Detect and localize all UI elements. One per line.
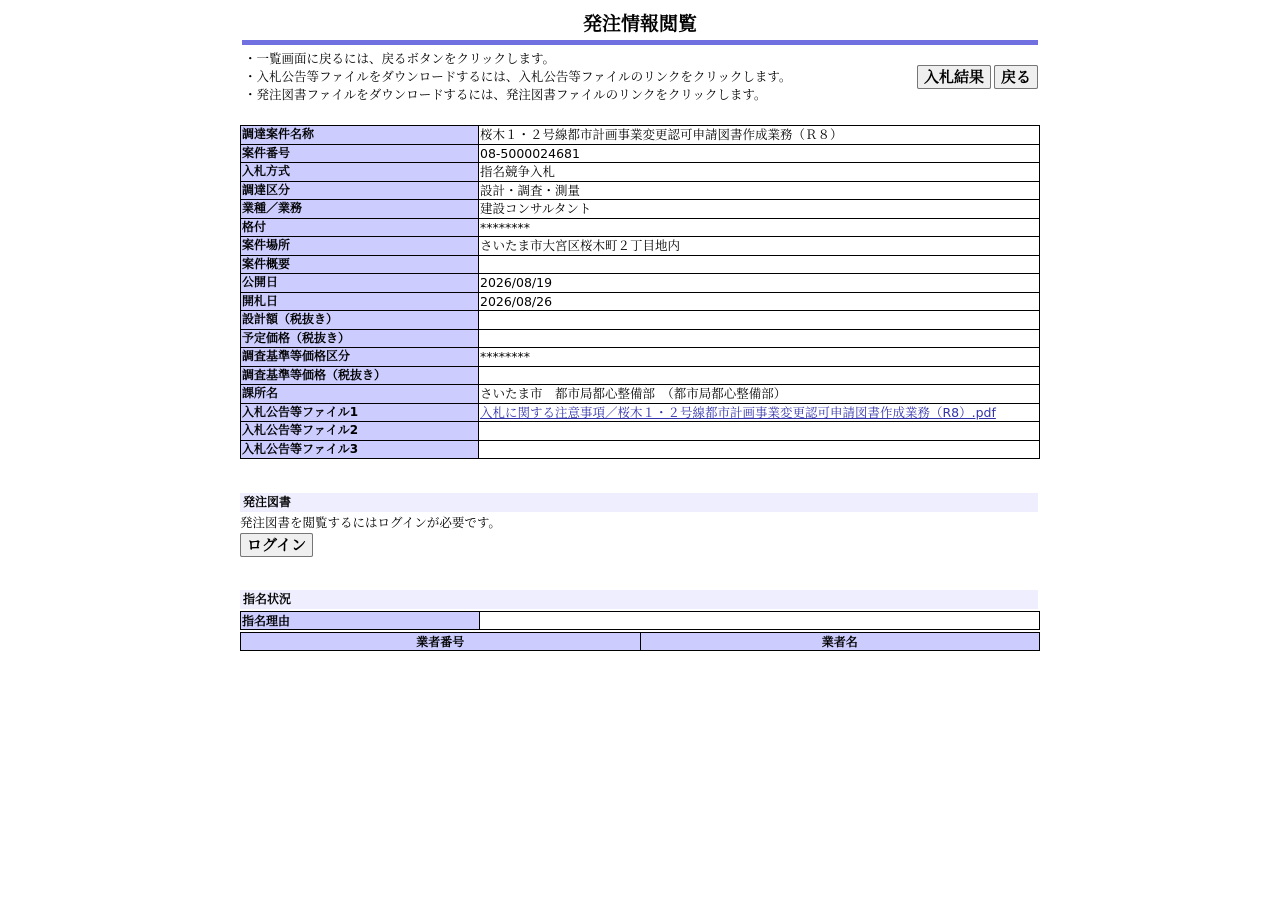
field-label: 案件番号	[241, 144, 479, 163]
top-button-group	[917, 65, 1038, 89]
field-value: 08-5000024681	[479, 144, 1040, 163]
column-header-vendor-number: 業者番号	[241, 633, 641, 651]
field-value: 2026/08/19	[479, 274, 1040, 293]
instructions-area	[240, 45, 1040, 125]
documents-section-header: 発注図書	[240, 493, 1038, 512]
field-label: 公開日	[241, 274, 479, 293]
page-title: 発注情報閲覧	[582, 13, 697, 35]
table-row	[241, 274, 1040, 293]
vendor-table	[240, 632, 1040, 651]
field-label: 案件場所	[241, 237, 479, 256]
field-value: さいたま市 都市局都心整備部 （都市局都心整備部）	[479, 385, 1040, 404]
table-row	[241, 255, 1040, 274]
nomination-reason-table	[240, 611, 1040, 630]
login-required-note: 発注図書を閲覧するにはログインが必要です。	[240, 515, 501, 530]
field-label: 業種／業務	[241, 200, 479, 219]
column-header-vendor-name: 業者名	[640, 633, 1040, 651]
field-value: 桜木１・２号線都市計画事業変更認可申請図書作成業務（Ｒ８）	[479, 126, 1040, 145]
login-button[interactable]: ログイン	[240, 533, 313, 557]
table-row	[241, 200, 1040, 219]
field-label: 指名理由	[241, 612, 480, 630]
table-header-row	[241, 633, 1040, 651]
field-label: 調達区分	[241, 181, 479, 200]
bid-result-button[interactable]: 入札結果	[917, 65, 991, 89]
field-label: 格付	[241, 218, 479, 237]
table-row	[241, 385, 1040, 404]
field-value	[479, 440, 1040, 459]
instruction-item-document-file: ・発注図書ファイルをダウンロードするには、発注図書ファイルのリンクをクリックします。	[244, 87, 767, 102]
field-label: 入札方式	[241, 163, 479, 182]
table-row	[241, 311, 1040, 330]
field-label: 開札日	[241, 292, 479, 311]
field-value: ********	[479, 348, 1040, 367]
nomination-section-header: 指名状況	[240, 590, 1038, 609]
field-label: 調査基準等価格区分	[241, 348, 479, 367]
instruction-item-back: ・一覧画面に戻るには、戻るボタンをクリックします。	[244, 51, 556, 66]
table-row	[241, 348, 1040, 367]
field-label: 調達案件名称	[241, 126, 479, 145]
instruction-list	[244, 50, 791, 104]
field-value: 設計・調査・測量	[479, 181, 1040, 200]
field-label: 予定価格（税抜き）	[241, 329, 479, 348]
table-row	[241, 218, 1040, 237]
table-row	[241, 366, 1040, 385]
table-row	[241, 126, 1040, 145]
table-row	[241, 329, 1040, 348]
field-label: 課所名	[241, 385, 479, 404]
field-value	[479, 311, 1040, 330]
table-row	[241, 237, 1040, 256]
field-value	[479, 255, 1040, 274]
table-row	[241, 440, 1040, 459]
field-value: さいたま市大宮区桜木町２丁目地内	[479, 237, 1040, 256]
table-row	[241, 292, 1040, 311]
field-label: 入札公告等ファイル1	[241, 403, 479, 422]
field-label: 調査基準等価格（税抜き）	[241, 366, 479, 385]
table-row	[241, 612, 1040, 630]
table-row	[241, 144, 1040, 163]
order-detail-table	[240, 125, 1040, 459]
page-container	[240, 0, 1040, 651]
field-value: 指名競争入札	[479, 163, 1040, 182]
field-value: 建設コンサルタント	[479, 200, 1040, 219]
field-label: 設計額（税抜き）	[241, 311, 479, 330]
field-value	[479, 366, 1040, 385]
field-label: 入札公告等ファイル2	[241, 422, 479, 441]
field-value	[479, 422, 1040, 441]
table-row	[241, 403, 1040, 422]
field-label: 案件概要	[241, 255, 479, 274]
field-value	[479, 403, 1040, 422]
back-button[interactable]: 戻る	[994, 65, 1038, 89]
instruction-item-notice-file: ・入札公告等ファイルをダウンロードするには、入札公告等ファイルのリンクをクリックします。	[244, 69, 792, 84]
table-row	[241, 422, 1040, 441]
table-row	[241, 181, 1040, 200]
field-value	[480, 612, 1040, 630]
notice-file-1-link[interactable]: 入札に関する注意事項／桜木１・２号線都市計画事業変更認可申請図書作成業務（R8）.pdf	[480, 404, 996, 420]
table-row	[241, 163, 1040, 182]
field-value: ********	[479, 218, 1040, 237]
field-label: 入札公告等ファイル3	[241, 440, 479, 459]
field-value	[479, 329, 1040, 348]
field-value: 2026/08/26	[479, 292, 1040, 311]
